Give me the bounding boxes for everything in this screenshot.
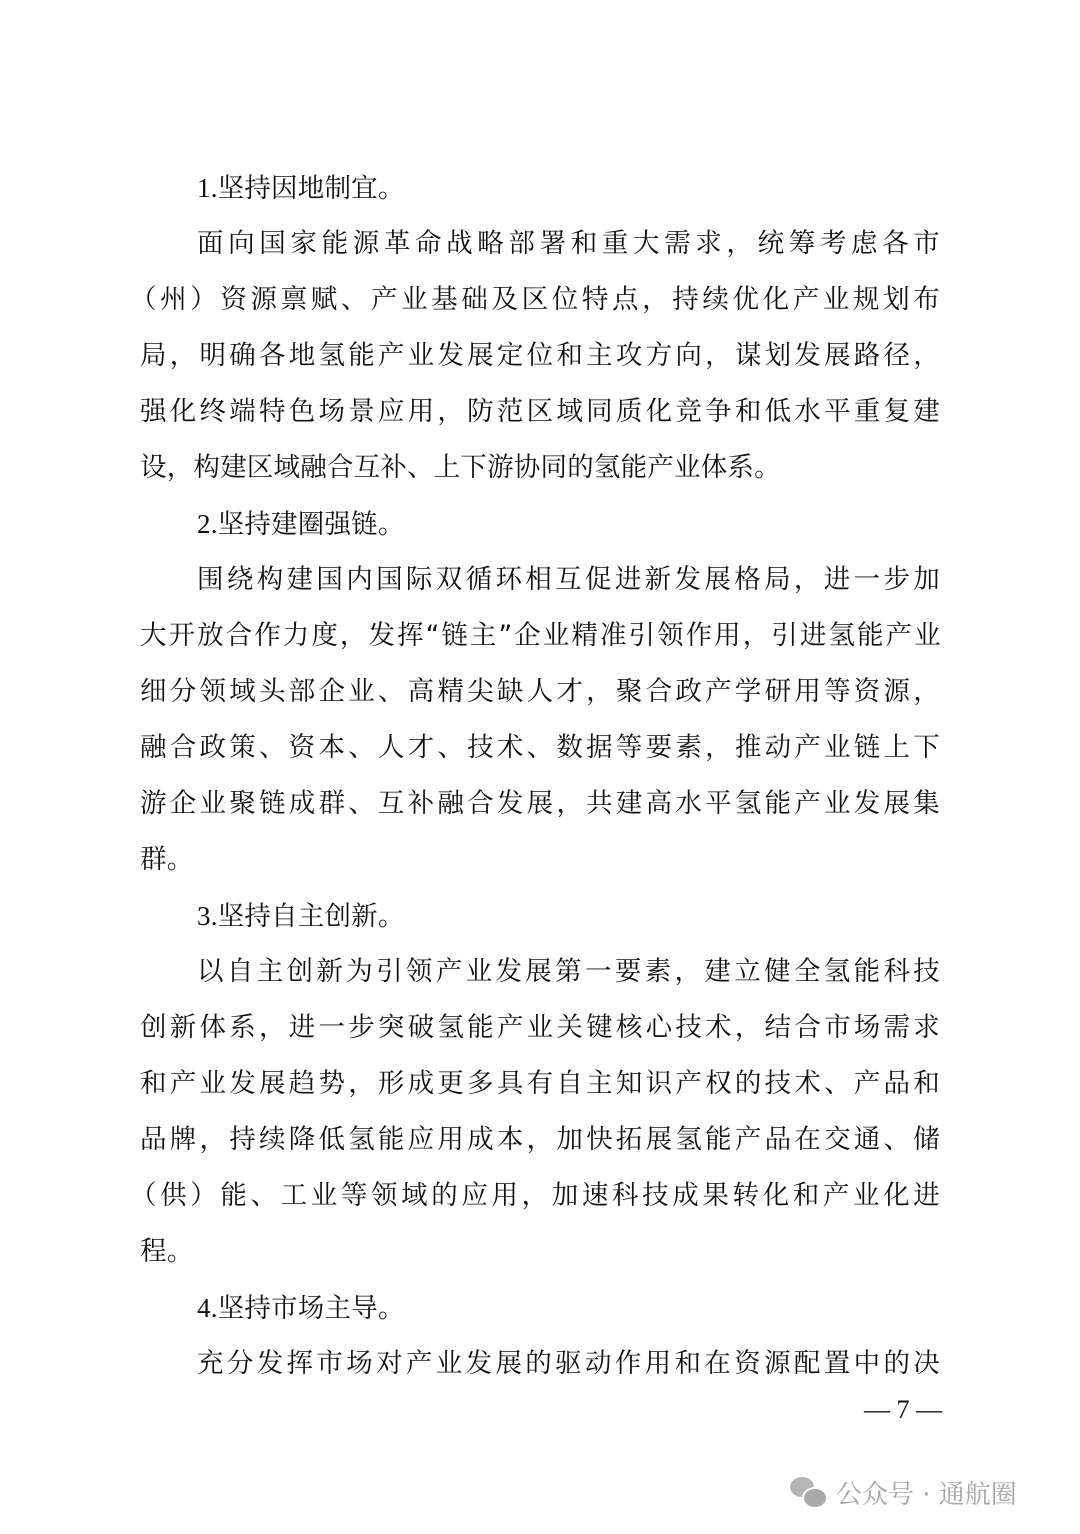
watermark	[788, 1472, 1017, 1512]
paragraph-line: 品牌，持续降低氢能应用成本，加快拓展氢能产品在交通、储	[140, 1124, 940, 1155]
section-heading-2	[197, 496, 405, 552]
paragraph-line: （州）资源禀赋、产业基础及区位特点，持续优化产业规划布	[130, 284, 940, 315]
section-heading-1	[197, 160, 405, 216]
watermark-text: 公众号 · 通航圈	[836, 1479, 1017, 1510]
heading-text: 坚持市场主导。	[217, 1293, 405, 1324]
heading-text: 坚持建圈强链。	[217, 509, 405, 540]
paragraph-line: 围绕构建国内国际双循环相互促进新发展格局，进一步加	[197, 564, 940, 595]
page-number: — 7 —	[864, 1395, 942, 1424]
heading-text: 坚持自主创新。	[217, 901, 405, 932]
heading-number: 4.	[197, 1293, 218, 1323]
paragraph-line: 群。	[140, 844, 194, 875]
wechat-icon	[788, 1475, 828, 1509]
section-heading-3	[197, 888, 405, 944]
paragraph-line: 和产业发展趋势，形成更多具有自主知识产权的技术、产品和	[140, 1068, 940, 1099]
section-heading-4	[197, 1280, 405, 1336]
paragraph-line: 局，明确各地氢能产业发展定位和主攻方向，谋划发展路径，	[140, 340, 940, 371]
paragraph-line: 充分发挥市场对产业发展的驱动作用和在资源配置中的决	[197, 1348, 940, 1379]
heading-number: 2.	[197, 509, 218, 539]
heading-number: 1.	[197, 173, 218, 203]
paragraph-line: 以自主创新为引领产业发展第一要素，建立健全氢能科技	[197, 956, 940, 987]
paragraph-line: 强化终端特色场景应用，防范区域同质化竞争和低水平重复建	[140, 396, 940, 427]
paragraph-line: 程。	[140, 1236, 194, 1267]
paragraph-line: （供）能、工业等领域的应用，加速科技成果转化和产业化进	[130, 1180, 940, 1211]
paragraph-line: 设，构建区域融合互补、上下游协同的氢能产业体系。	[140, 452, 781, 483]
paragraph-line: 游企业聚链成群、互补融合发展，共建高水平氢能产业发展集	[140, 788, 940, 819]
paragraph-line: 大开放合作力度，发挥“链主”企业精准引领作用，引进氢能产业	[140, 620, 940, 651]
heading-text: 坚持因地制宜。	[217, 173, 405, 204]
paragraph-line: 细分领域头部企业、高精尖缺人才，聚合政产学研用等资源，	[140, 676, 940, 707]
paragraph-line: 融合政策、资本、人才、技术、数据等要素，推动产业链上下	[140, 732, 940, 763]
heading-number: 3.	[197, 901, 218, 931]
paragraph-line: 创新体系，进一步突破氢能产业关键核心技术，结合市场需求	[140, 1012, 940, 1043]
paragraph-line: 面向国家能源革命战略部署和重大需求，统筹考虑各市	[197, 228, 940, 259]
